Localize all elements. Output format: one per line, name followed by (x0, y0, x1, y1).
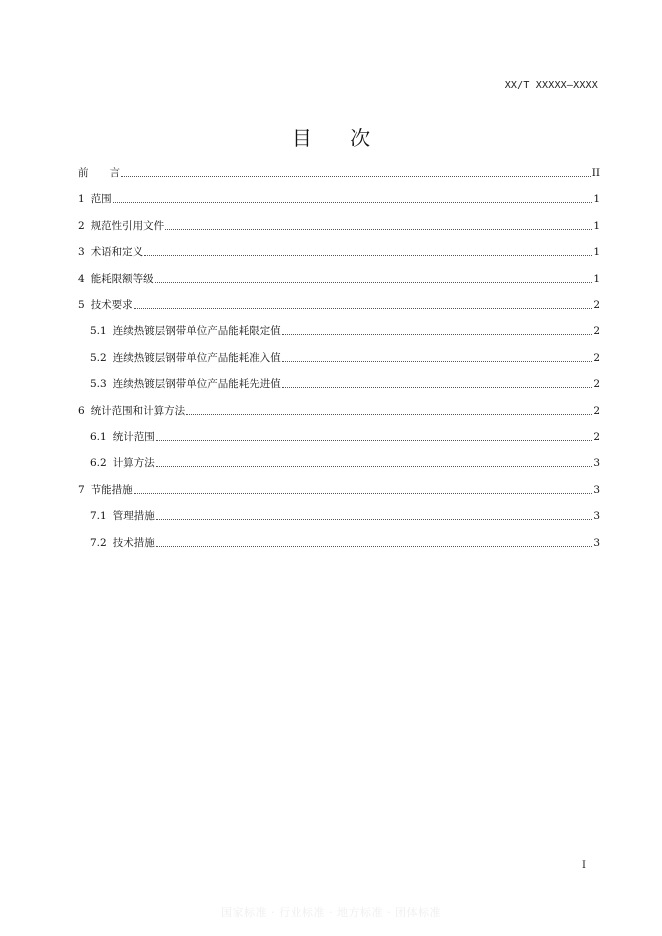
watermark-text: 国家标准 · 行业标准 · 地方标准 · 团体标准 (221, 906, 441, 919)
toc-dot-leader (282, 333, 593, 335)
toc-dot-leader (282, 386, 593, 388)
toc-dot-leader (165, 228, 592, 230)
toc-dot-leader (121, 175, 591, 177)
toc-dot-leader (156, 518, 593, 520)
toc-entry-number: 4 (78, 272, 85, 285)
toc-entry[interactable] (90, 373, 600, 391)
toc-entry-page: II (591, 167, 600, 179)
toc-dot-leader (134, 492, 593, 494)
toc-entry[interactable] (78, 294, 600, 312)
toc-entry-page: 2 (593, 351, 600, 364)
toc-dot-leader (144, 254, 592, 256)
toc-entry-number: 2 (78, 219, 85, 232)
toc-entry-number: 7 (78, 483, 85, 496)
toc-entry-label: 统计范围 (112, 431, 155, 443)
toc-entry-page: 2 (593, 404, 600, 417)
toc-entry-number: 7.1 (90, 510, 107, 523)
toc-entry-number: 6 (78, 404, 85, 417)
page-number: I (582, 860, 586, 871)
toc-entry-page: 3 (593, 510, 600, 523)
toc-entry[interactable] (78, 188, 600, 206)
toc-entry-label: 前 言 (78, 167, 120, 179)
toc-entry-label: 连续热镀层钢带单位产品能耗准入值 (112, 351, 281, 364)
toc-entry-label: 规范性引用文件 (90, 219, 165, 232)
toc-entry-page: 1 (593, 272, 600, 285)
toc-dot-leader (186, 413, 592, 415)
toc-entry-label: 管理措施 (112, 510, 155, 523)
toc-entry-label: 统计范围和计算方法 (90, 404, 186, 417)
toc-entry-label: 节能措施 (90, 483, 133, 496)
toc-entry-label: 连续热镀层钢带单位产品能耗限定值 (112, 325, 281, 338)
toc-dot-leader (155, 281, 593, 283)
toc-dot-leader (134, 307, 593, 309)
toc-entry-number: 5.3 (90, 378, 107, 391)
toc-entry-label: 技术要求 (90, 299, 133, 311)
toc-entry[interactable] (78, 479, 600, 497)
toc-entry-page: 2 (593, 325, 600, 338)
toc-entry[interactable] (90, 452, 600, 470)
toc-entry-number: 6.2 (90, 457, 107, 470)
toc-entry-label: 范围 (90, 193, 112, 206)
toc-entry-number: 5.2 (90, 351, 107, 364)
toc-entry[interactable] (90, 426, 600, 444)
toc-entry[interactable] (90, 505, 600, 523)
toc-entry-page: 3 (593, 536, 600, 549)
toc-entry[interactable] (78, 268, 600, 286)
toc-dot-leader (156, 545, 593, 547)
toc-dot-leader (282, 360, 593, 362)
toc-entry-number: 5.1 (90, 325, 107, 338)
toc-entry-page: 2 (593, 299, 600, 311)
toc-entry-page: 1 (593, 193, 600, 206)
toc-entry[interactable] (90, 320, 600, 338)
toc-entry-page: 2 (593, 431, 600, 443)
toc-dot-leader (113, 201, 593, 203)
toc-entry-label: 连续热镀层钢带单位产品能耗先进值 (112, 378, 281, 391)
toc-entry-label: 能耗限额等级 (90, 272, 154, 285)
toc-entry[interactable] (90, 347, 600, 365)
toc-entry[interactable] (78, 215, 600, 233)
toc-entry-number: 5 (78, 299, 85, 311)
toc-entry-number: 7.2 (90, 536, 107, 549)
toc-title: 目 次 (291, 126, 387, 150)
toc-dot-leader (156, 465, 593, 467)
toc-entry-page: 2 (593, 378, 600, 391)
toc-entry[interactable] (78, 241, 600, 259)
toc-entry-label: 计算方法 (112, 457, 155, 470)
toc-entry-page: 1 (593, 246, 600, 259)
toc-entry-number: 6.1 (90, 431, 107, 443)
toc-entry-label: 技术措施 (112, 536, 155, 549)
toc-entry[interactable] (90, 532, 600, 550)
toc-entry-number: 1 (78, 193, 85, 206)
toc-entry-label: 术语和定义 (90, 246, 144, 259)
document-code: XX/T XXXXX—XXXX (504, 80, 598, 91)
toc-entry[interactable] (78, 400, 600, 418)
toc-entry-number: 3 (78, 246, 85, 259)
toc-entry-page: 1 (593, 219, 600, 232)
toc-entry[interactable] (78, 162, 600, 180)
toc-dot-leader (156, 439, 593, 441)
toc-entry-page: 3 (593, 457, 600, 470)
toc-entry-page: 3 (593, 483, 600, 496)
